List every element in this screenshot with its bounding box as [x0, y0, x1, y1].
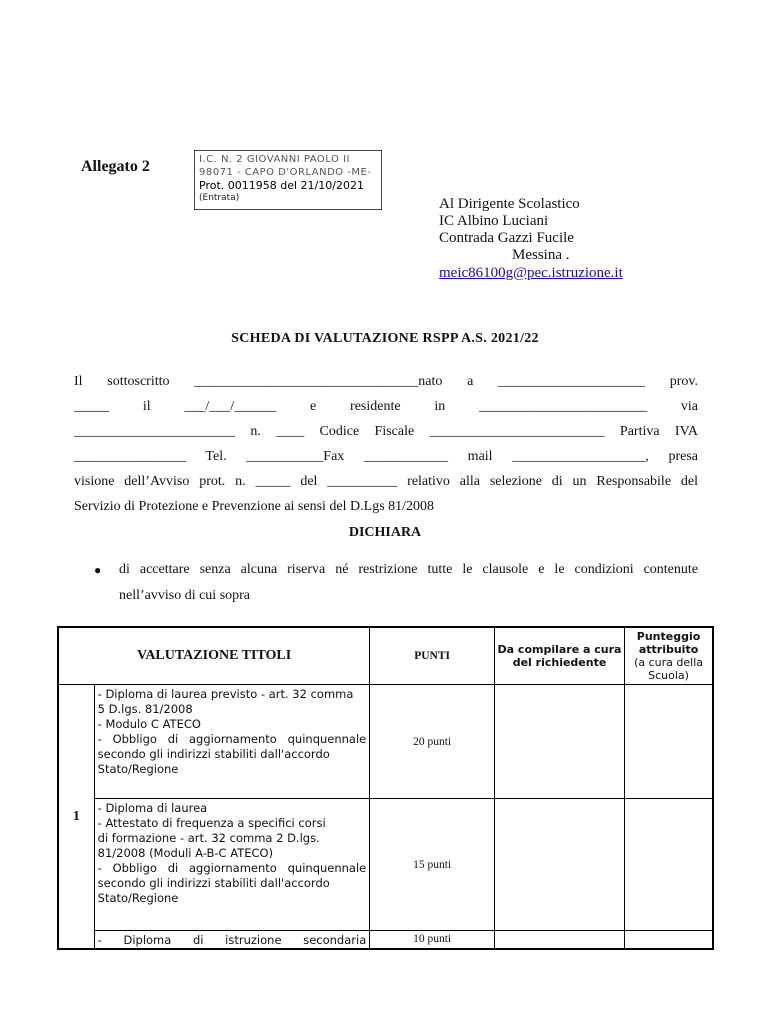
declaration-line: visione dell’Avviso prot. n. _____ del __________ relativo alla selezione di un Responsabile del — [74, 474, 698, 489]
header-titles: VALUTAZIONE TITOLI — [58, 627, 370, 685]
evaluation-table — [57, 626, 714, 950]
declaration-line: ________________ Tel. ___________Fax ____________ mail ___________________, presa — [74, 449, 698, 464]
applicant-entry-cell[interactable] — [494, 799, 624, 931]
stamp-school-name: I.C. N. 2 GIOVANNI PAOLO II — [199, 154, 350, 165]
score-entry-cell — [625, 799, 713, 931]
header-points: PUNTI — [370, 627, 495, 685]
stamp-protocol-number: Prot. 0011958 del 21/10/2021 — [199, 179, 364, 192]
protocol-stamp — [194, 150, 382, 210]
header-score — [625, 627, 713, 685]
stamp-direction: (Entrata) — [199, 193, 240, 203]
score-entry-cell — [625, 931, 713, 950]
row-description: - Diploma di laurea previsto - art. 32 comma 5 D.lgs. 81/2008 - Modulo C ATECO - Obbligo di aggiornamento quinquennale secondo gli indirizzi stabiliti dall'accordo Stato/Regione — [94, 685, 370, 799]
recipient-block — [439, 196, 623, 282]
applicant-entry-cell[interactable] — [494, 685, 624, 799]
declaration-paragraph — [74, 369, 698, 519]
recipient-email-link[interactable]: meic86100g@pec.istruzione.it — [439, 265, 623, 281]
recipient-city: Messina . — [512, 247, 570, 263]
bullet-line: di accettare senza alcuna riserva né restrizione tutte le clausole e le condizioni contenute — [119, 562, 698, 577]
applicant-entry-cell[interactable] — [494, 931, 624, 950]
attachment-label: Allegato 2 — [81, 158, 150, 175]
declaration-line: _____ il ___/___/______ e residente in ________________________ via — [74, 399, 698, 414]
header-score-sub: (a cura della Scuola) — [634, 656, 703, 682]
table-row — [58, 799, 713, 931]
row-description: - Diploma di istruzione secondaria — [94, 931, 370, 950]
group-number: 1 — [58, 685, 94, 950]
row-points: 20 punti — [370, 685, 495, 799]
header-score-label: Punteggio attribuito — [636, 630, 701, 656]
bullet-line: nell’avviso di cui sopra — [119, 588, 251, 603]
declares-heading: DICHIARA — [348, 525, 422, 540]
table-row — [58, 685, 713, 799]
recipient-role: Al Dirigente Scolastico — [439, 196, 580, 212]
declaration-line: Servizio di Protezione e Prevenzione ai sensi del D.Lgs 81/2008 — [74, 499, 435, 514]
score-entry-cell — [625, 685, 713, 799]
row-description: - Diploma di laurea - Attestato di frequenza a specifici corsi di formazione - art. 32 comma 2 D.lgs. 81/2008 (Moduli A-B-C ATECO) - Obbligo di aggiornamento quinquennale secondo gli indirizzi stabiliti dall'accordo Stato/Regione — [94, 799, 370, 931]
recipient-street: Contrada Gazzi Fucile — [439, 230, 574, 246]
table-row — [58, 931, 713, 950]
row-points: 10 punti — [370, 931, 495, 950]
header-applicant: Da compilare a cura del richiedente — [494, 627, 624, 685]
bullet-dot-icon: ● — [94, 563, 102, 577]
document-title: SCHEDA DI VALUTAZIONE RSPP A.S. 2021/22 — [231, 331, 539, 346]
table-header-row — [58, 627, 713, 685]
declaration-line: Il sottoscritto ________________________________nato a _____________________ prov. — [74, 374, 698, 389]
declaration-line: _______________________ n. ____ Codice Fiscale _________________________ Partiva IVA — [74, 424, 698, 439]
acceptance-bullet — [94, 557, 698, 609]
stamp-school-address: 98071 - CAPO D'ORLANDO -ME- — [199, 167, 372, 178]
row-points: 15 punti — [370, 799, 495, 931]
recipient-school: IC Albino Luciani — [439, 213, 549, 229]
